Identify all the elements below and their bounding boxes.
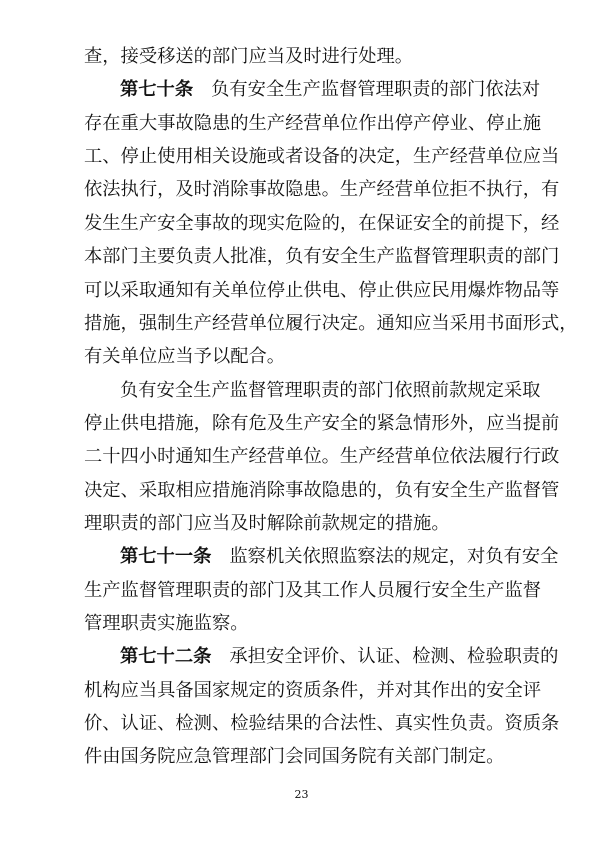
line-text: 查，接受移送的部门应当及时进行处理。 xyxy=(84,46,414,67)
text-line xyxy=(84,140,560,174)
line-text: 理职责的部门应当及时解除前款规定的措施。 xyxy=(84,512,450,534)
text-line xyxy=(84,440,560,474)
article-number: 第七十一条 xyxy=(120,546,212,568)
article-number: 第七十二条 xyxy=(120,646,212,668)
text-line xyxy=(84,207,560,241)
text-line xyxy=(84,474,560,508)
text-line xyxy=(84,274,560,308)
text-line xyxy=(84,607,524,641)
line-text: 监察机关依照监察法的规定，对负有安全 xyxy=(229,546,559,568)
text-line xyxy=(84,340,524,374)
text-line xyxy=(120,640,559,674)
line-text: 决定、采取相应措施消除事故隐患的，负有安全生产监督管 xyxy=(84,479,560,501)
text-line xyxy=(84,674,542,708)
line-text: 管理职责实施监察。 xyxy=(84,613,249,634)
line-text: 可以采取通知有关单位停止供电、停止供应民用爆炸物品等 xyxy=(84,279,560,301)
text-line xyxy=(84,507,524,541)
line-text: 有关单位应当予以配合。 xyxy=(84,346,286,368)
line-text: 依法执行，及时消除事故隐患。生产经营单位拒不执行，有 xyxy=(84,179,560,201)
line-text: 二十四小时通知生产经营单位。生产经营单位依法履行行政 xyxy=(84,446,560,468)
line-text: 承担安全评价、认证、检测、检验职责的 xyxy=(229,646,559,668)
text-line xyxy=(120,540,559,574)
text-line xyxy=(84,307,578,341)
line-text: 发生生产安全事故的现实危险的，在保证安全的前提下，经 xyxy=(84,212,560,234)
line-text: 机构应当具备国家规定的资质条件，并对其作出的安全评 xyxy=(84,679,542,701)
text-line xyxy=(84,707,560,741)
line-text: 停止供电措施，除有危及生产安全的紧急情形外，应当提前 xyxy=(84,412,560,434)
text-line xyxy=(84,407,560,441)
text-line xyxy=(84,740,524,774)
page-number: 23 xyxy=(294,788,309,801)
line-text: 件由国务院应急管理部门会同国务院有关部门制定。 xyxy=(84,746,505,768)
line-text: 价、认证、检测、检验结果的合法性、真实性负责。资质条 xyxy=(84,713,560,734)
text-line xyxy=(84,574,542,608)
line-text: 负有安全生产监督管理职责的部门依照前款规定采取 xyxy=(120,379,541,401)
text-line xyxy=(84,173,560,207)
line-text: 负有安全生产监督管理职责的部门依法对 xyxy=(211,79,541,101)
text-line xyxy=(120,374,541,408)
text-line xyxy=(84,40,524,74)
line-text: 本部门主要负责人批准，负有安全生产监督管理职责的部门 xyxy=(84,246,560,268)
article-number: 第七十条 xyxy=(120,79,194,101)
line-text: 存在重大事故隐患的生产经营单位作出停产停业、停止施 xyxy=(84,112,542,134)
line-text: 措施，强制生产经营单位履行决定。通知应当采用书面形式， xyxy=(84,312,578,334)
line-text: 生产监督管理职责的部门及其工作人员履行安全生产监督 xyxy=(84,579,542,601)
text-line xyxy=(84,240,560,274)
line-text: 工、停止使用相关设施或者设备的决定，生产经营单位应当 xyxy=(84,146,560,168)
text-line xyxy=(120,73,541,107)
text-line xyxy=(84,107,542,141)
